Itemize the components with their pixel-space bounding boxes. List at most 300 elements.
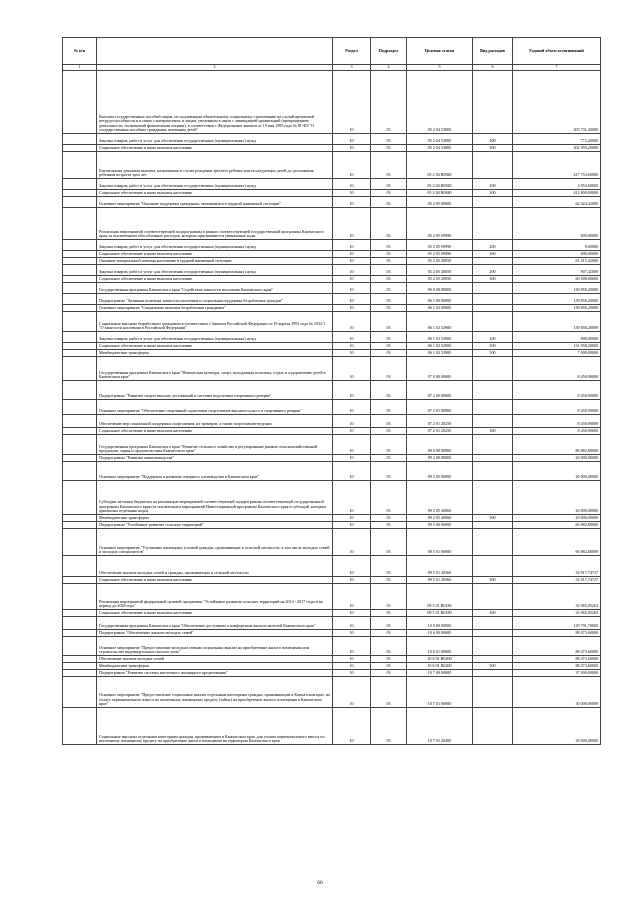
row-subsection: 03 <box>371 455 407 462</box>
row-amount: 30 000,00000 <box>513 708 601 745</box>
row-subsection: 03 <box>371 152 407 179</box>
table-row <box>63 400 601 415</box>
row-amount: 202 959,20000 <box>513 145 601 152</box>
row-target-article: 05 2 04 53800 <box>407 134 473 145</box>
row-section: 10 <box>333 240 371 251</box>
row-number <box>63 343 97 350</box>
row-name: Подпрограмма "Устойчивое развитие сельских территорий" <box>97 522 333 529</box>
table-row <box>63 663 601 670</box>
header-target-article: Целевая статья <box>407 38 473 65</box>
row-name: Подпрограмма "Развитие животноводства" <box>97 455 333 462</box>
row-number <box>63 400 97 415</box>
row-target-article: 09 5 01 00000 <box>407 529 473 556</box>
row-amount: 139 858,20000 <box>513 294 601 305</box>
row-expense-type: 300 <box>473 276 513 283</box>
row-target-article: 05 2 05 09990 <box>407 251 473 258</box>
row-subsection: 03 <box>371 294 407 305</box>
row-name: Социальное обеспечение и иные выплаты населению <box>97 428 333 435</box>
row-name: Реализация мероприятий соответствующей подпрограммы в рамках соответствующей государственной программы Камчатского края, за исключением обособленных расходов, которым присваиваются уникальные коды <box>97 208 333 240</box>
table-row <box>63 258 601 265</box>
row-expense-type <box>473 152 513 179</box>
row-name: Социальные выплаты отдельным категориям граждан, проживающим в Камчатском крае, для уплаты первоначального взноса по ипотечному жилищному кредиту на приобретение жилого помещения на территории Камчатского края <box>97 708 333 745</box>
row-amount: 33 965,05263 <box>513 610 601 617</box>
row-name: Закупка товаров, работ и услуг для обеспечения государственных (муниципальных) нужд <box>97 240 333 251</box>
row-amount: 8 450,90000 <box>513 357 601 381</box>
row-subsection: 03 <box>371 522 407 529</box>
row-amount: 32 917,74737 <box>513 556 601 577</box>
row-expense-type <box>473 435 513 455</box>
row-number <box>63 428 97 435</box>
table-row <box>63 617 601 630</box>
table-row <box>63 428 601 435</box>
row-expense-type <box>473 208 513 240</box>
header-annual-amount: Годовой объем ассигнований <box>513 38 601 65</box>
row-amount: 88 473,60000 <box>513 637 601 656</box>
row-name: Основное мероприятие "Социальные выплаты безработным гражданам" <box>97 305 333 312</box>
row-amount: 772,20000 <box>513 134 601 145</box>
row-target-article: 10 7 00 00000 <box>407 670 473 677</box>
row-expense-type: 300 <box>473 251 513 258</box>
row-name: Обеспечение мер социальной поддержки спортсменов, их тренеров, а также спортсменов-ведущих <box>97 415 333 428</box>
row-name: Основное мероприятие "Оказание поддержки гражданам, оказавшимся в трудной жизненной ситуации" <box>97 197 333 208</box>
row-subsection: 03 <box>371 251 407 258</box>
row-number <box>63 71 97 134</box>
row-target-article: 10 6 01 00000 <box>407 637 473 656</box>
row-subsection: 03 <box>371 584 407 610</box>
row-name: Социальное обеспечение и иные выплаты населению <box>97 145 333 152</box>
row-name: Обеспечение жильем молодых семей <box>97 656 333 663</box>
row-amount: 203 731,40000 <box>513 71 601 134</box>
row-expense-type <box>473 357 513 381</box>
table-row <box>63 610 601 617</box>
row-expense-type <box>473 637 513 656</box>
row-name: Государственная программа Камчатского края "Содействие занятости населения Камчатского края" <box>97 283 333 294</box>
row-amount: 20 000,00000 <box>513 462 601 481</box>
row-number <box>63 350 97 357</box>
row-target-article: 05 2 05 00000 <box>407 197 473 208</box>
table-row <box>63 190 601 197</box>
row-section: 10 <box>333 677 371 708</box>
row-number <box>63 617 97 630</box>
row-name: Закупка товаров, работ и услуг для обеспечения государственных (муниципальных) нужд <box>97 134 333 145</box>
row-amount: 129 791,70000 <box>513 617 601 630</box>
table-row <box>63 455 601 462</box>
table-row <box>63 294 601 305</box>
row-section: 10 <box>333 708 371 745</box>
row-amount: 88 473,60000 <box>513 656 601 663</box>
row-subsection: 03 <box>371 179 407 190</box>
table-row <box>63 670 601 677</box>
row-amount: 139 858,20000 <box>513 283 601 294</box>
row-subsection: 03 <box>371 481 407 515</box>
row-number <box>63 145 97 152</box>
row-amount: 30 000,00000 <box>513 677 601 708</box>
row-target-article: 09 2 05 40060 <box>407 481 473 515</box>
table-row <box>63 708 601 745</box>
row-target-article: 09 0 00 00000 <box>407 435 473 455</box>
row-subsection: 03 <box>371 71 407 134</box>
table-row <box>63 556 601 577</box>
row-name: Подпрограмма "Активная политика занятости населения и социальная поддержка безработных граждан" <box>97 294 333 305</box>
row-target-article: 05 2 04 R0840 <box>407 179 473 190</box>
row-number <box>63 305 97 312</box>
row-target-article: 09 5 01 R0180 <box>407 610 473 617</box>
row-section: 10 <box>333 197 371 208</box>
column-number: 3 <box>333 65 371 71</box>
row-subsection: 03 <box>371 357 407 381</box>
row-number <box>63 556 97 577</box>
row-section: 10 <box>333 305 371 312</box>
row-name: Государственная программа Камчатского края "Развитие сельского хозяйства и регулирование рынков сельскохозяйственной продукции, сырья и продовольствия Камчатского края" <box>97 435 333 455</box>
row-target-article: 09 5 01 20360 <box>407 577 473 584</box>
column-number: 5 <box>407 65 473 71</box>
row-subsection: 03 <box>371 276 407 283</box>
row-number <box>63 708 97 745</box>
row-amount: 9,00000 <box>513 240 601 251</box>
row-amount: 61 415,42000 <box>513 258 601 265</box>
row-name: Обеспечение жильем молодых семей и граждан, проживающих в сельской местности <box>97 556 333 577</box>
row-section: 10 <box>333 462 371 481</box>
row-amount: 32 917,74737 <box>513 577 601 584</box>
row-amount: 20 000,00000 <box>513 481 601 515</box>
row-number <box>63 670 97 677</box>
row-subsection: 03 <box>371 312 407 332</box>
row-subsection: 03 <box>371 637 407 656</box>
row-name: Социальное обеспечение и иные выплаты населению <box>97 343 333 350</box>
row-amount: 66 882,80000 <box>513 522 601 529</box>
row-expense-type: 300 <box>473 145 513 152</box>
row-subsection: 03 <box>371 708 407 745</box>
row-number <box>63 677 97 708</box>
row-expense-type <box>473 305 513 312</box>
row-expense-type <box>473 294 513 305</box>
table-row <box>63 197 601 208</box>
row-amount: 66 882,80000 <box>513 529 601 556</box>
row-subsection: 03 <box>371 462 407 481</box>
row-subsection: 03 <box>371 350 407 357</box>
header-section: Раздел <box>333 38 371 65</box>
row-section: 10 <box>333 584 371 610</box>
row-section: 10 <box>333 455 371 462</box>
row-section: 10 <box>333 435 371 455</box>
row-section: 10 <box>333 283 371 294</box>
row-subsection: 03 <box>371 197 407 208</box>
row-subsection: 03 <box>371 617 407 630</box>
row-target-article: 05 2 05 09990 <box>407 240 473 251</box>
table-row <box>63 462 601 481</box>
table-row <box>63 584 601 610</box>
row-amount: 131 958,20000 <box>513 343 601 350</box>
row-subsection: 03 <box>371 630 407 637</box>
table-row <box>63 515 601 522</box>
row-section: 10 <box>333 343 371 350</box>
row-expense-type <box>473 258 513 265</box>
header-name <box>97 38 333 65</box>
column-number: 6 <box>473 65 513 71</box>
row-number <box>63 415 97 428</box>
row-amount: 690,00000 <box>513 251 601 258</box>
row-target-article: 05 2 05 20050 <box>407 276 473 283</box>
row-expense-type <box>473 522 513 529</box>
row-amount: 139 858,20000 <box>513 305 601 312</box>
row-target-article: 06 1 02 52900 <box>407 350 473 357</box>
row-subsection: 03 <box>371 515 407 522</box>
row-target-article: 07 2 01 20250 <box>407 428 473 435</box>
row-expense-type <box>473 630 513 637</box>
row-expense-type: 200 <box>473 240 513 251</box>
row-subsection: 03 <box>371 134 407 145</box>
row-number <box>63 208 97 240</box>
row-expense-type: 200 <box>473 265 513 276</box>
page-number: 66 <box>317 880 323 886</box>
row-subsection: 03 <box>371 677 407 708</box>
row-expense-type <box>473 197 513 208</box>
row-expense-type <box>473 670 513 677</box>
column-number: 1 <box>63 65 97 71</box>
table-row <box>63 343 601 350</box>
row-subsection: 03 <box>371 435 407 455</box>
row-expense-type: 300 <box>473 428 513 435</box>
row-amount: 37 000,00000 <box>513 670 601 677</box>
row-section: 10 <box>333 208 371 240</box>
row-amount: 88 473,60000 <box>513 630 601 637</box>
row-section: 10 <box>333 381 371 400</box>
row-number <box>63 435 97 455</box>
row-amount: 7 000,00000 <box>513 350 601 357</box>
row-expense-type <box>473 529 513 556</box>
table-row <box>63 208 601 240</box>
row-number <box>63 283 97 294</box>
table-header-row <box>63 38 601 65</box>
row-target-article: 06 1 02 52900 <box>407 332 473 343</box>
row-expense-type <box>473 71 513 134</box>
row-number <box>63 197 97 208</box>
row-name: Основное мероприятие "Предоставление социальных выплат отдельным категориям граждан, проживающим в Камчатском крае, на уплату первоначального взноса по ипотечному жилищному кредиту (займу) на приобретение жилого помещения в Камчатском крае" <box>97 677 333 708</box>
budget-table <box>62 37 601 745</box>
row-expense-type: 500 <box>473 350 513 357</box>
row-name: Закупка товаров, работ и услуг для обеспечения государственных (муниципальных) нужд <box>97 332 333 343</box>
row-expense-type <box>473 312 513 332</box>
row-expense-type <box>473 584 513 610</box>
row-number <box>63 134 97 145</box>
row-section: 10 <box>333 529 371 556</box>
row-target-article: 05 2 04 53800 <box>407 71 473 134</box>
table-row <box>63 276 601 283</box>
table-row <box>63 481 601 515</box>
row-subsection: 03 <box>371 663 407 670</box>
row-section: 10 <box>333 617 371 630</box>
row-name: Основное мероприятие "Поддержка и развитие северного оленеводства в Камчатском крае" <box>97 462 333 481</box>
row-section: 10 <box>333 515 371 522</box>
row-expense-type: 200 <box>473 332 513 343</box>
table-row <box>63 305 601 312</box>
table-row <box>63 71 601 134</box>
row-number <box>63 179 97 190</box>
row-target-article: 10 7 01 00000 <box>407 677 473 708</box>
table-row <box>63 134 601 145</box>
row-amount: 4 953,60000 <box>513 179 601 190</box>
column-number: 2 <box>97 65 333 71</box>
table-row <box>63 312 601 332</box>
row-number <box>63 481 97 515</box>
row-target-article: 05 2 04 53800 <box>407 145 473 152</box>
row-name: Основное мероприятие "Обеспечение спортивной подготовки спортсменов высокого класса и спортивного резерва" <box>97 400 333 415</box>
row-section: 10 <box>333 637 371 656</box>
row-name: Социальное обеспечение и иные выплаты населению <box>97 190 333 197</box>
row-target-article: 09 2 00 00000 <box>407 455 473 462</box>
row-section: 10 <box>333 670 371 677</box>
row-name: Социальное обеспечение и иные выплаты населению <box>97 276 333 283</box>
table-row <box>63 529 601 556</box>
row-number <box>63 240 97 251</box>
row-amount: 699,00000 <box>513 208 601 240</box>
row-section: 10 <box>333 312 371 332</box>
row-target-article: 05 2 05 20050 <box>407 265 473 276</box>
row-section: 10 <box>333 145 371 152</box>
row-expense-type <box>473 381 513 400</box>
row-subsection: 03 <box>371 208 407 240</box>
row-section: 10 <box>333 251 371 258</box>
row-amount: 8 450,90000 <box>513 400 601 415</box>
row-subsection: 03 <box>371 415 407 428</box>
column-number: 7 <box>513 65 601 71</box>
table-row <box>63 637 601 656</box>
row-section: 10 <box>333 630 371 637</box>
row-section: 10 <box>333 656 371 663</box>
row-section: 10 <box>333 179 371 190</box>
row-amount: 88 473,60000 <box>513 663 601 670</box>
table-row <box>63 350 601 357</box>
table-row <box>63 145 601 152</box>
row-section: 10 <box>333 481 371 515</box>
row-name: Социальное обеспечение и иные выплаты населению <box>97 251 333 258</box>
table-row <box>63 415 601 428</box>
row-name: Реализация мероприятий федеральной целевой программы "Устойчивое развитие сельских территорий на 2014 - 2017 годы и на период до 2020 года" <box>97 584 333 610</box>
row-section: 10 <box>333 332 371 343</box>
row-amount: 8 450,90000 <box>513 428 601 435</box>
row-name: Закупка товаров, работ и услуг для обеспечения государственных (муниципальных) нужд <box>97 179 333 190</box>
row-target-article: 05 2 05 20050 <box>407 258 473 265</box>
row-number <box>63 515 97 522</box>
table-row <box>63 522 601 529</box>
row-name: Социальные выплаты безработным гражданам в соответствии с Законом Российской Федерации от 19 апреля 1991 года № 1032-1 "О занятости населения в Российской Федерации" <box>97 312 333 332</box>
row-section: 10 <box>333 71 371 134</box>
table-row <box>63 332 601 343</box>
row-subsection: 03 <box>371 265 407 276</box>
row-target-article: 07 2 01 00000 <box>407 400 473 415</box>
row-expense-type: 300 <box>473 610 513 617</box>
row-expense-type: 500 <box>473 663 513 670</box>
row-number <box>63 357 97 381</box>
row-name: Государственная программа Камчатского края "Обеспечение доступным и комфортным жильем жителей Камчатского края" <box>97 617 333 630</box>
row-number <box>63 251 97 258</box>
row-section: 10 <box>333 522 371 529</box>
row-expense-type: 300 <box>473 343 513 350</box>
row-name: Межбюджетные трансферты <box>97 515 333 522</box>
table-row <box>63 677 601 708</box>
row-subsection: 03 <box>371 656 407 663</box>
row-name: Выплата государственных пособий лицам, не подлежащим обязательному социальному страхованию на случай временной нетрудоспособности и в связи с материнством, и лицам, уволенным в связи с ликвидацией организаций (прекращением деятельности, полномочий физическими лицами), в соответствии с Федеральным законом от 19 мая 1995 года № 81-ФЗ "О государственных пособиях гражданам, имеющим детей" <box>97 71 333 134</box>
row-subsection: 03 <box>371 381 407 400</box>
row-target-article: 05 2 04 R0840 <box>407 190 473 197</box>
table-row <box>63 240 601 251</box>
row-number <box>63 265 97 276</box>
row-amount: 417 753,60000 <box>513 152 601 179</box>
row-name: Закупка товаров, работ и услуг для обеспечения государственных (муниципальных) нужд <box>97 265 333 276</box>
row-target-article: 09 2 05 00000 <box>407 462 473 481</box>
row-target-article: 06 1 02 00000 <box>407 305 473 312</box>
row-number <box>63 584 97 610</box>
row-target-article: 10 7 01 20400 <box>407 708 473 745</box>
row-section: 10 <box>333 400 371 415</box>
table-row <box>63 656 601 663</box>
row-subsection: 03 <box>371 258 407 265</box>
row-section: 10 <box>333 134 371 145</box>
row-expense-type <box>473 556 513 577</box>
row-amount: 86 882,80000 <box>513 435 601 455</box>
row-amount: 412 800,00000 <box>513 190 601 197</box>
row-number <box>63 637 97 656</box>
row-target-article: 06 1 00 00000 <box>407 294 473 305</box>
row-target-article: 10 6 01 R0200 <box>407 656 473 663</box>
row-name: Межбюджетные трансферты <box>97 663 333 670</box>
row-section: 10 <box>333 258 371 265</box>
row-target-article: 07 0 00 00000 <box>407 357 473 381</box>
row-section: 10 <box>333 610 371 617</box>
column-number: 4 <box>371 65 407 71</box>
row-name: Социальное обеспечение и иные выплаты населению <box>97 610 333 617</box>
row-subsection: 03 <box>371 343 407 350</box>
row-target-article: 10 0 00 00000 <box>407 617 473 630</box>
row-name: Подпрограмма "Развитие спорта высших достижений и системы подготовки спортивного резерва" <box>97 381 333 400</box>
row-number <box>63 258 97 265</box>
row-target-article: 09 5 01 20360 <box>407 556 473 577</box>
row-target-article: 09 5 00 00000 <box>407 522 473 529</box>
row-target-article: 06 1 02 52900 <box>407 312 473 332</box>
row-target-article: 05 2 04 R0840 <box>407 152 473 179</box>
row-section: 10 <box>333 350 371 357</box>
row-number <box>63 522 97 529</box>
row-amount: 33 965,05263 <box>513 584 601 610</box>
table-row <box>63 283 601 294</box>
header-expense-type: Вид расходов <box>473 38 513 65</box>
row-target-article: 09 2 05 40060 <box>407 515 473 522</box>
row-subsection: 03 <box>371 190 407 197</box>
row-section: 10 <box>333 357 371 381</box>
row-name: Субсидии местным бюджетам на реализацию мероприятий соответствующей подпрограммы соответствующей государственной программы Камчатского края (за исключением мероприятий Инвестиционной программы Камчатского края и субсидий, которым присвоены отдельные коды) <box>97 481 333 515</box>
table-row <box>63 577 601 584</box>
row-section: 10 <box>333 663 371 670</box>
row-number <box>63 462 97 481</box>
row-name: Подпрограмма "Обеспечение жильем молодых семей" <box>97 630 333 637</box>
row-target-article: 05 2 05 09990 <box>407 208 473 240</box>
row-amount: 900,00000 <box>513 332 601 343</box>
row-target-article: 10 6 01 R0200 <box>407 663 473 670</box>
row-number <box>63 630 97 637</box>
row-number <box>63 294 97 305</box>
row-name: Основное мероприятие "Предоставление молодым семьям социальных выплат на приобретение жилого помещения или строительство индивидуального жилого дома" <box>97 637 333 656</box>
table-body <box>63 71 601 745</box>
row-target-article: 07 2 01 20250 <box>407 415 473 428</box>
row-section: 10 <box>333 294 371 305</box>
row-expense-type <box>473 455 513 462</box>
row-section: 10 <box>333 190 371 197</box>
row-number <box>63 152 97 179</box>
row-amount: 62 024,42000 <box>513 197 601 208</box>
row-target-article: 09 5 01 R0180 <box>407 584 473 610</box>
row-number <box>63 656 97 663</box>
row-number <box>63 332 97 343</box>
